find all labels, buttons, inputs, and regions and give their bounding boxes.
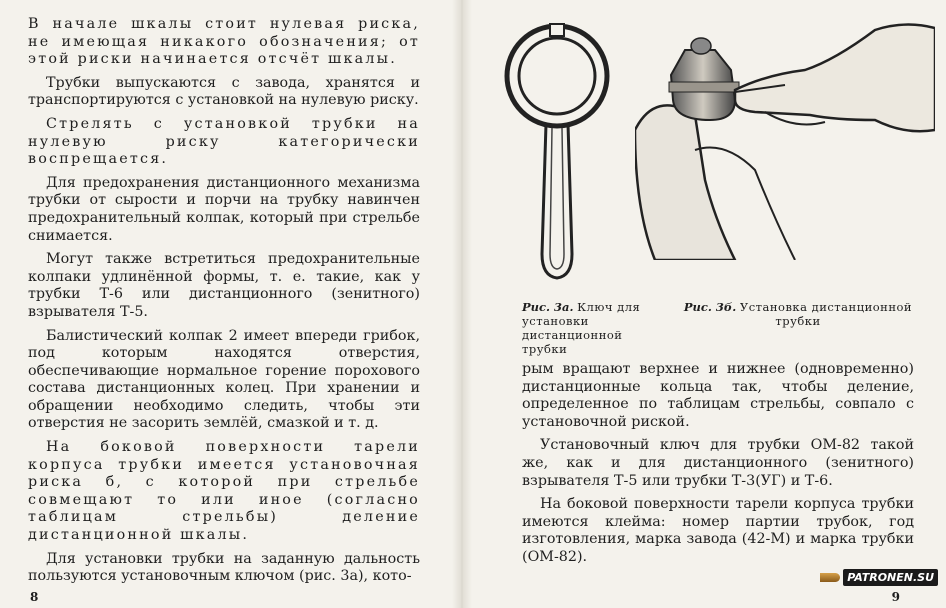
figure-caption-text: Ключ для установки дистанционной трубки (522, 300, 641, 356)
hand-setting-fuze-photo-icon (635, 20, 935, 260)
bullet-icon (820, 573, 840, 582)
paragraph: Для предохранения дистанционного механизма трубки от сырости и порчи на трубку навинчен предохранительный колпак, который при стрельбе снимается. (28, 174, 420, 244)
paragraph: Установочный ключ для трубки ОМ-82 такой же, как и для дистанционного (зенитного) взрывателя Т-5 или трубки Т-3(УГ) и Т-6. (522, 437, 914, 489)
paragraph: рым вращают верхнее и нижнее (одновременно) дистанционные кольца так, чтобы деление, определенное по таблицам стрельбы, совпало с установочной риской. (522, 361, 914, 430)
watermark-text: PATRONEN.SU (843, 569, 938, 586)
figure-caption-label: Рис. 3а. (522, 300, 574, 314)
page-number-right: 9 (891, 590, 900, 604)
left-page-text (28, 16, 420, 592)
paragraph: В начале шкалы стоит нулевая риска, не имеющая никакого обозначения; от этой риски начинается отсчёт шкалы. (28, 16, 420, 68)
paragraph: Могут также встретиться предохранительные колпаки удлинённой формы, т. е. такие, как у трубки Т-6 или дистанционного (зенитного) взрывателя Т-5. (28, 251, 420, 320)
right-page (470, 0, 946, 608)
figure-caption-3b (668, 300, 928, 328)
fuze-setting-key-drawing-icon (502, 14, 612, 286)
left-page (0, 0, 455, 608)
watermark-logo (820, 564, 938, 590)
book-gutter (452, 0, 472, 608)
paragraph: Стрелять с установкой трубки на нулевую риску категорически воспрещается. (28, 115, 420, 168)
figure-caption-3a (522, 300, 652, 356)
figure-caption-label: Рис. 3б. (683, 300, 737, 314)
paragraph: На боковой поверхности тарели корпуса трубки имеется установочная риска б, с которой при стрельбе совмещают то или иное (согласно таблицам стрельбы) деление дистанционной шкалы. (28, 439, 420, 544)
page-number-left: 8 (30, 590, 39, 604)
right-page-text (522, 361, 914, 573)
paragraph: Трубки выпускаются с завода, хранятся и транспортируются с установкой на нулевую риску. (28, 74, 420, 109)
figure-caption-text: Установка дистанционной трубки (739, 300, 913, 328)
paragraph: Балистический колпак 2 имеет впереди грибок, под которым находятся отверстия, обеспечивающие нормальное горение порохового состава дистанционных колец. При хранении и обращении необходимо следить, чтобы эти отверстия не засорить землёй, смазкой и т. д. (28, 327, 420, 432)
paragraph: На боковой поверхности тарели корпуса трубки имеются клейма: номер партии трубок, год изготовления, марка завода (42-М) и марка трубки (ОМ-82). (522, 496, 914, 565)
paragraph: Для установки трубки на заданную дальность пользуются установочным ключом (рис. 3а), кото- (28, 550, 420, 585)
